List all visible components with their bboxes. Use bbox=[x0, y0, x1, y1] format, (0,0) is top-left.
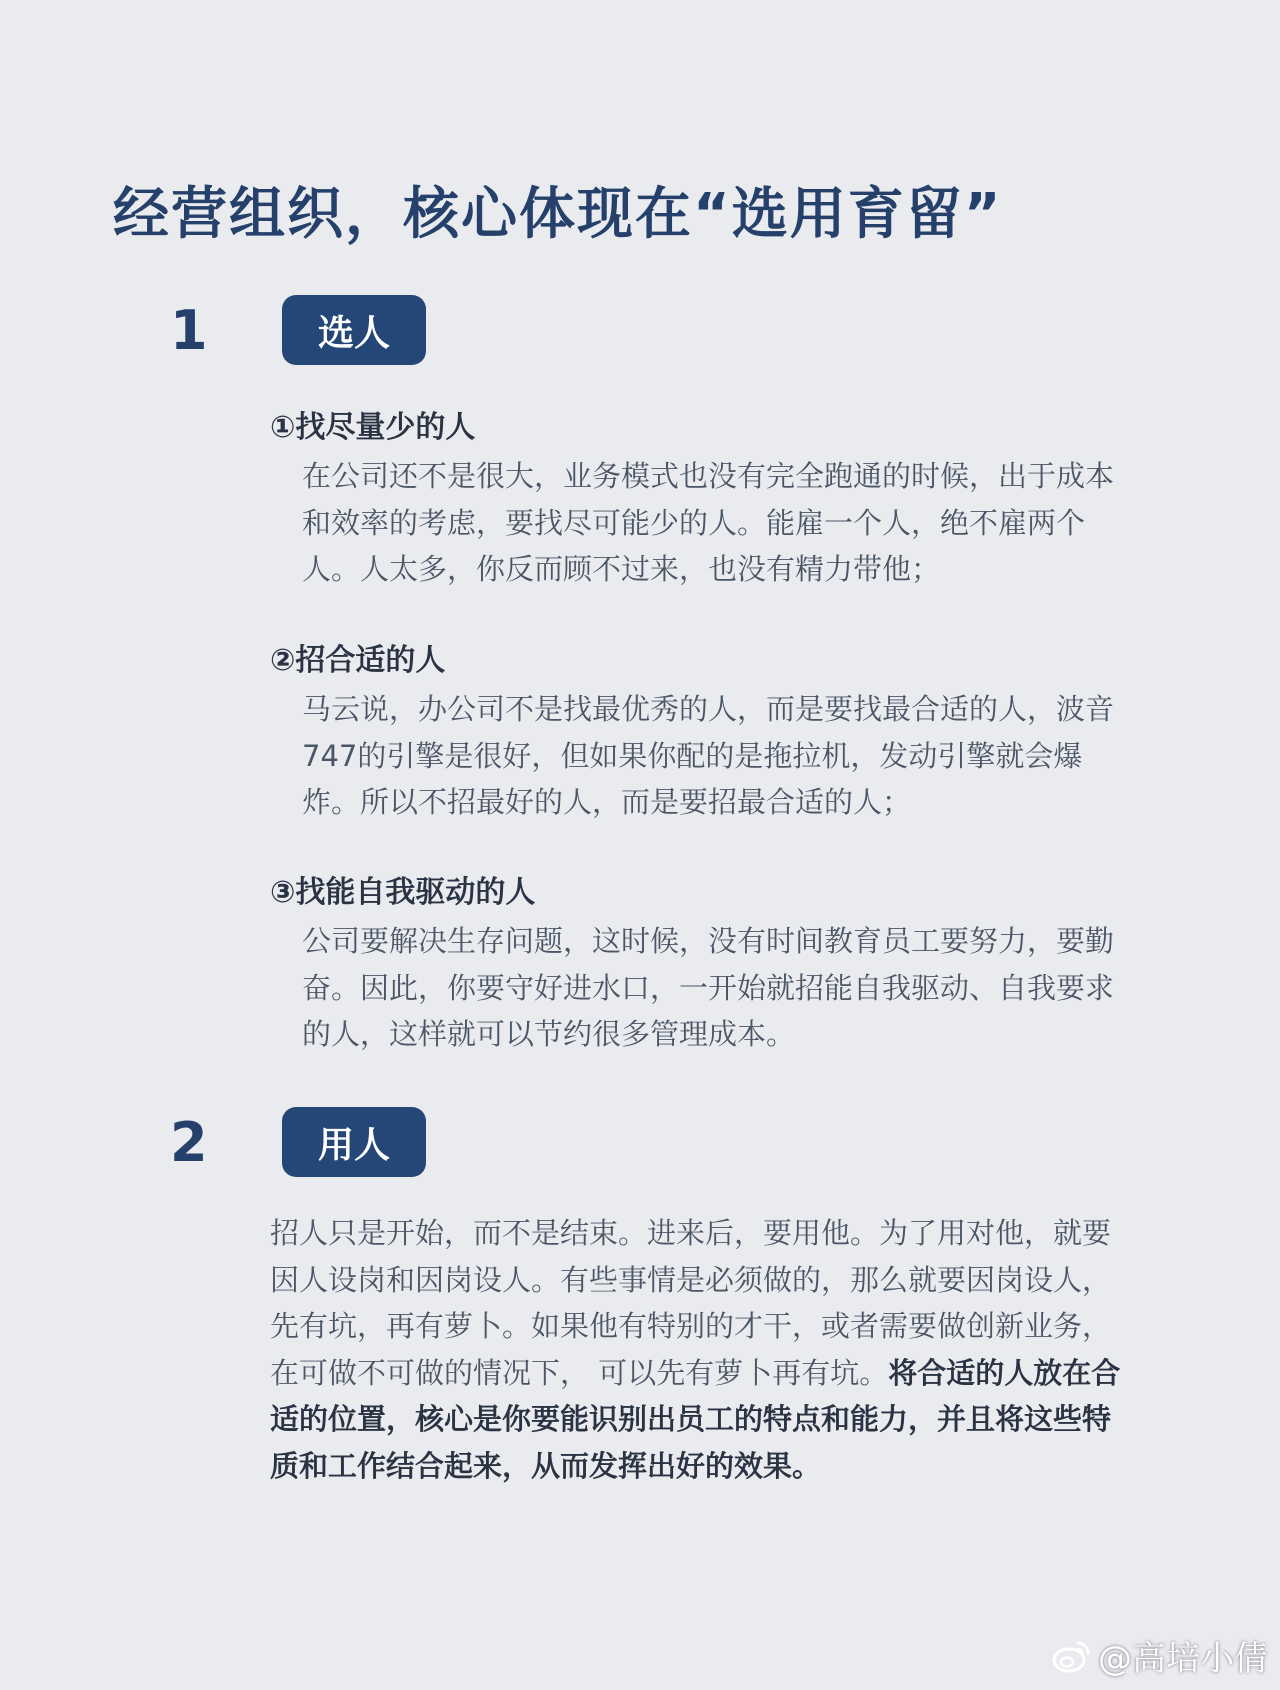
section-number: 1 bbox=[170, 298, 208, 362]
sub-item-body: 公司要解决生存问题，这时候，没有时间教育员工要努力，要勤奋。因此，你要守好进水口，一开始就招能自我驱动、自我要求的人，这样就可以节约很多管理成本。 bbox=[302, 924, 1115, 1051]
watermark-text: @高培小倩 bbox=[1098, 1639, 1268, 1679]
sub-item-3 bbox=[270, 870, 1130, 1058]
sub-item-heading: ②招合适的人 bbox=[270, 643, 446, 678]
sub-item-body: 在公司还不是很大，业务模式也没有完全跑通的时候，出于成本和效率的考虑，要找尽可能少的人。能雇一个人，绝不雇两个人。人太多，你反而顾不过来，也没有精力带他； bbox=[302, 459, 1115, 586]
sub-item-heading: ①找尽量少的人 bbox=[270, 410, 476, 445]
sub-item-2 bbox=[270, 638, 1130, 826]
sub-item-body: 马云说，办公司不是找最优秀的人，而是要找最合适的人，波音747的引擎是很好，但如果你配的是拖拉机，发动引擎就会爆炸。所以不招最好的人，而是要招最合适的人； bbox=[302, 692, 1115, 819]
sub-item-heading: ③找能自我驱动的人 bbox=[270, 875, 536, 910]
section-label-pill: 选人 bbox=[282, 295, 426, 365]
section-2-emphasis: 将合适的人放在合适的位置，核心是你要能识别出员工的特点和能力，并且将这些特质和工作结合起来，从而发挥出好的效果。 bbox=[270, 1355, 1121, 1483]
section-2-paragraph bbox=[270, 1210, 1130, 1489]
section-number: 2 bbox=[170, 1110, 208, 1174]
weibo-logo-icon bbox=[1052, 1639, 1092, 1673]
section-2-body: 招人只是开始，而不是结束。进来后，要用他。为了用对他，就要因人设岗和因岗设人。有些事情是必须做的，那么就要因岗设人，先有坑，再有萝卜。如果他有特别的才干，或者需要做创新业务，在可做不可做的情况下， 可以先有萝卜再有坑。 bbox=[270, 1216, 1112, 1390]
watermark bbox=[1052, 1631, 1268, 1680]
section-label-pill: 用人 bbox=[282, 1107, 426, 1177]
sub-item-1 bbox=[270, 405, 1130, 593]
section-1-header bbox=[170, 295, 426, 365]
section-2-header bbox=[170, 1107, 426, 1177]
page-title: 经营组织，核心体现在“选用育留” bbox=[113, 182, 1003, 247]
